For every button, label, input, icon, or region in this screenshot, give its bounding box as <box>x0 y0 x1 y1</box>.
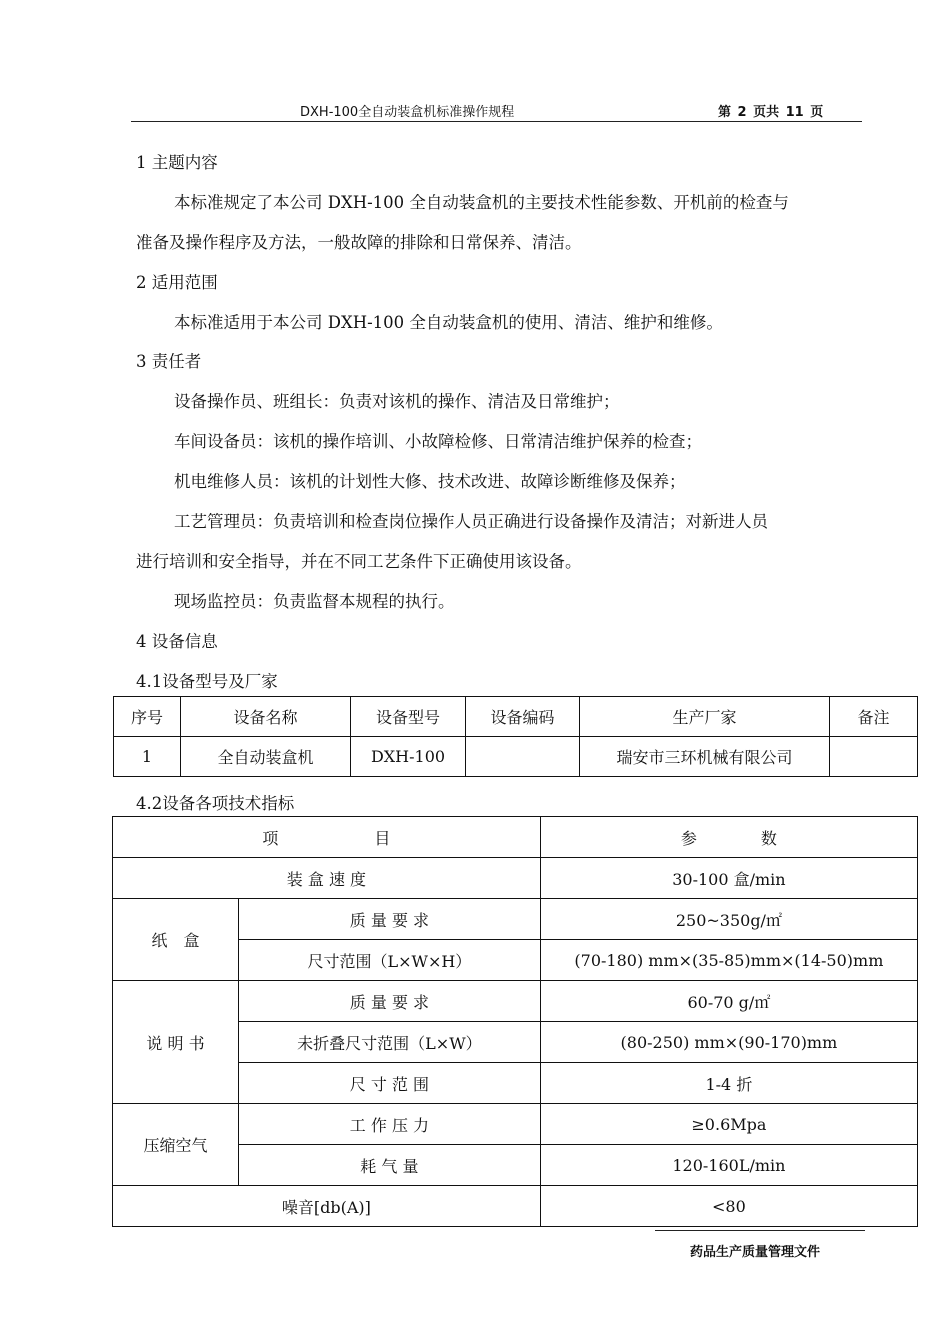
section-3-title: 3 责任者 <box>136 352 202 371</box>
section-4-2-title: 4.2设备各项技术指标 <box>136 794 295 813</box>
equipment-model-table <box>113 696 918 777</box>
responsibility-process-manager-line-1: 工艺管理员：负责培训和检查岗位操作人员正确进行设备操作及清洁；对新进人员 <box>174 512 768 531</box>
header-cell-item: 项 目 <box>113 817 541 858</box>
section-4-title: 4 设备信息 <box>136 632 218 651</box>
responsibility-process-manager-line-2: 进行培训和安全指导，并在不同工艺条件下正确使用该设备。 <box>136 552 582 571</box>
spec-value: (80-250) mm×(90-170)mm <box>540 1022 917 1063</box>
table-row <box>113 1186 918 1227</box>
header-cell: 设备型号 <box>351 697 466 737</box>
header-cell: 序号 <box>114 697 181 737</box>
table-row <box>113 858 918 899</box>
spec-label: 尺寸范围（L×W×H） <box>239 940 541 981</box>
spec-label: 装 盒 速 度 <box>113 858 541 899</box>
header-cell: 设备编码 <box>466 697 580 737</box>
responsibility-maintenance: 机电维修人员：该机的计划性大修、技术改进、故障诊断维修及保养； <box>174 472 686 491</box>
footer-text: 药品生产质量管理文件 <box>690 1245 821 1260</box>
section-4-1-title: 4.1设备型号及厂家 <box>136 672 278 691</box>
table-header-row <box>114 697 918 737</box>
header-cell: 设备名称 <box>181 697 351 737</box>
spec-label: 质 量 要 求 <box>239 899 541 940</box>
spec-value: 60-70 g/㎡ <box>540 981 917 1022</box>
header-divider <box>131 121 862 122</box>
section-1-paragraph-line-1: 本标准规定了本公司 DXH-100 全自动装盒机的主要技术性能参数、开机前的检查与 <box>174 193 789 212</box>
section-1-title: 1 主题内容 <box>136 153 218 172</box>
footer-divider <box>655 1230 865 1231</box>
spec-value: ≥0.6Mpa <box>540 1104 917 1145</box>
responsibility-site-monitor: 现场监控员：负责监督本规程的执行。 <box>174 592 455 611</box>
spec-label: 耗 气 量 <box>239 1145 541 1186</box>
section-2-title: 2 适用范围 <box>136 273 218 292</box>
table-cell: DXH-100 <box>351 737 466 777</box>
spec-group-label: 纸 盒 <box>113 899 239 981</box>
spec-value: 1-4 折 <box>540 1063 917 1104</box>
page-number: 第 2 页共 11 页 <box>718 105 824 120</box>
spec-group-label: 压缩空气 <box>113 1104 239 1186</box>
table-row <box>113 981 918 1022</box>
spec-label: 噪音[db(A)] <box>113 1186 541 1227</box>
section-2-paragraph: 本标准适用于本公司 DXH-100 全自动装盒机的使用、清洁、维护和维修。 <box>174 313 723 332</box>
table-cell <box>830 737 918 777</box>
spec-value: 120-160L/min <box>540 1145 917 1186</box>
spec-label: 工 作 压 力 <box>239 1104 541 1145</box>
spec-group-label: 说 明 书 <box>113 981 239 1104</box>
section-1-paragraph-line-2: 准备及操作程序及方法，一般故障的排除和日常保养、清洁。 <box>136 233 582 252</box>
table-cell: 瑞安市三环机械有限公司 <box>580 737 830 777</box>
header-cell: 生产厂家 <box>580 697 830 737</box>
spec-label: 质 量 要 求 <box>239 981 541 1022</box>
table-row <box>114 737 918 777</box>
spec-value: <80 <box>540 1186 917 1227</box>
spec-value: 250~350g/㎡ <box>540 899 917 940</box>
table-cell: 全自动装盒机 <box>181 737 351 777</box>
header-title: DXH-100全自动装盒机标准操作规程 <box>300 105 515 120</box>
responsibility-workshop-equipment: 车间设备员：该机的操作培训、小故障检修、日常清洁维护保养的检查； <box>174 432 702 451</box>
table-cell <box>466 737 580 777</box>
table-cell: 1 <box>114 737 181 777</box>
technical-spec-table <box>112 816 918 1227</box>
table-row <box>113 1104 918 1145</box>
spec-value: 30-100 盒/min <box>540 858 917 899</box>
spec-label: 未折叠尺寸范围（L×W） <box>239 1022 541 1063</box>
header-cell-param: 参 数 <box>540 817 917 858</box>
table-header-row <box>113 817 918 858</box>
header-cell: 备注 <box>830 697 918 737</box>
spec-label: 尺 寸 范 围 <box>239 1063 541 1104</box>
responsibility-operator: 设备操作员、班组长：负责对该机的操作、清洁及日常维护； <box>174 392 620 411</box>
table-row <box>113 899 918 940</box>
spec-value: (70-180) mm×(35-85)mm×(14-50)mm <box>540 940 917 981</box>
